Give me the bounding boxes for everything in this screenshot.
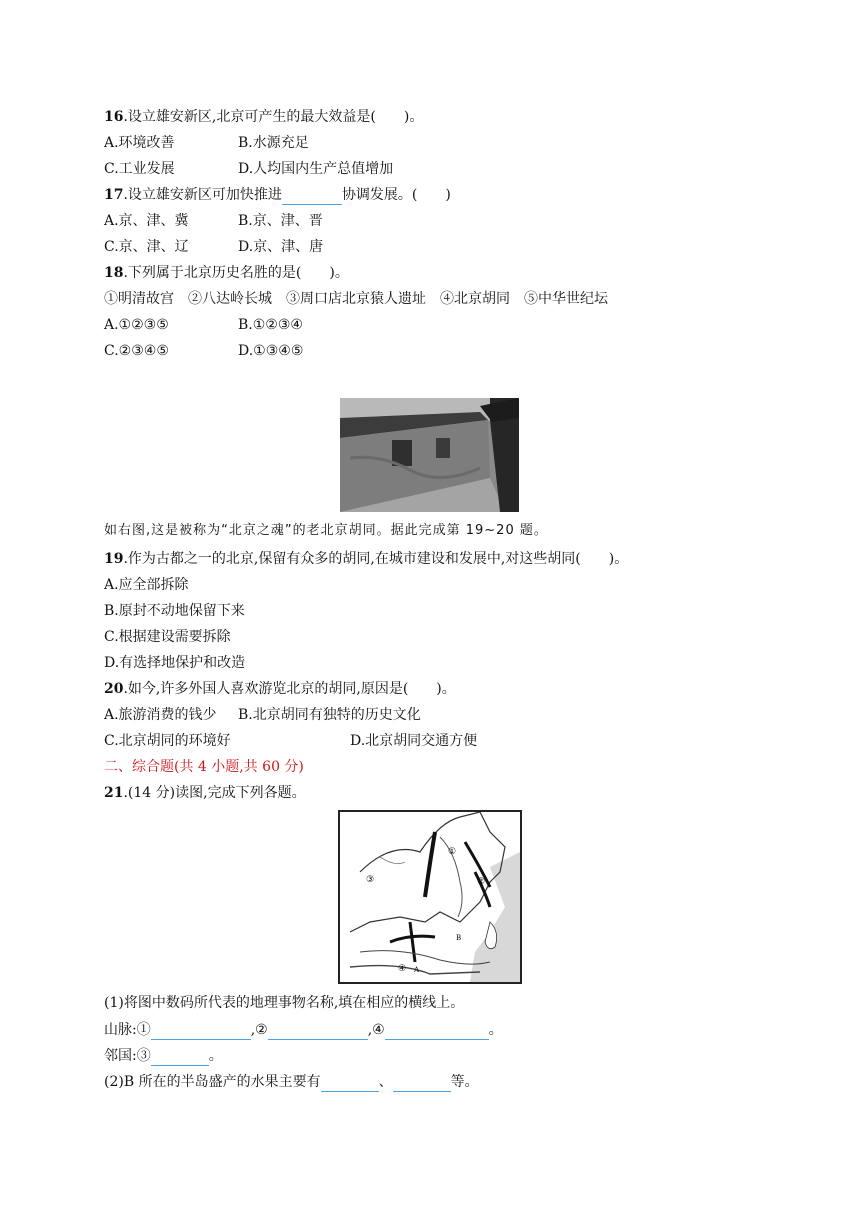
q16-option-b: B.水源充足 bbox=[238, 135, 309, 151]
question-18: 18.下列属于北京历史名胜的是( )。 bbox=[104, 265, 349, 281]
map-label-4: ④ bbox=[398, 964, 407, 974]
q18-option-b: B.①②③④ bbox=[238, 317, 303, 333]
question-20: 20.如今,许多外国人喜欢游览北京的胡同,原因是( )。 bbox=[104, 681, 456, 697]
question-17: 17.设立雄安新区可加快推进 协调发展。( ) bbox=[104, 187, 451, 203]
q18-option-a: A.①②③⑤ bbox=[104, 317, 169, 333]
map-label-a: A bbox=[414, 966, 420, 974]
map-label-b: B bbox=[456, 934, 462, 942]
q19-option-c: C.根据建设需要拆除 bbox=[104, 629, 231, 645]
q16-option-a: A.环境改善 bbox=[104, 135, 175, 151]
q20-options-row1 bbox=[104, 705, 421, 725]
q20-option-a: A.旅游消费的钱少 bbox=[104, 707, 217, 723]
question-21: 21.(14 分)读图,完成下列各题。 bbox=[104, 785, 306, 801]
q17-options-row1 bbox=[104, 211, 323, 231]
map-label-2: ② bbox=[477, 877, 486, 887]
hutong-photo-image bbox=[340, 398, 519, 512]
q21-part2: (2)B 所在的半岛盛产的水果主要有 、 等。 bbox=[104, 1074, 479, 1090]
map-label-3: ③ bbox=[366, 875, 375, 885]
northeast-china-map bbox=[338, 810, 522, 984]
question-19: 19.作为古都之一的北京,保留有众多的胡同,在城市建设和发展中,对这些胡同( )。 bbox=[104, 551, 629, 567]
q17-option-b: B.京、津、晋 bbox=[238, 213, 323, 229]
q18-items: ①明清故宫 ②八达岭长城 ③周口店北京猿人遗址 ④北京胡同 ⑤中华世纪坛 bbox=[104, 291, 608, 307]
q21-part1: (1)将图中数码所代表的地理事物名称,填在相应的横线上。 bbox=[104, 995, 465, 1011]
q18-options-row2 bbox=[104, 341, 303, 361]
q17-option-c: C.京、津、辽 bbox=[104, 239, 189, 255]
q17-blank[interactable] bbox=[282, 189, 342, 205]
neighbor-3-blank[interactable] bbox=[151, 1050, 209, 1066]
q19-option-a: A.应全部拆除 bbox=[104, 577, 189, 593]
q20-option-b: B.北京胡同有独特的历史文化 bbox=[238, 707, 421, 723]
map-drawing bbox=[340, 812, 520, 982]
hutong-photo bbox=[340, 398, 519, 512]
mountain-2-blank[interactable] bbox=[268, 1024, 368, 1040]
q18-options-row1 bbox=[104, 315, 303, 335]
q17-option-d: D.京、津、唐 bbox=[238, 239, 324, 255]
q20-option-c: C.北京胡同的环境好 bbox=[104, 733, 231, 749]
q16-options-row1 bbox=[104, 133, 309, 153]
q19-option-b: B.原封不动地保留下来 bbox=[104, 603, 245, 619]
q16-option-c: C.工业发展 bbox=[104, 161, 175, 177]
q21-neighbor: 邻国:③ 。 bbox=[104, 1048, 223, 1064]
question-16: 16.设立雄安新区,北京可产生的最大效益是( )。 bbox=[104, 109, 424, 125]
fruit-1-blank[interactable] bbox=[321, 1076, 379, 1092]
figure-caption: 如右图,这是被称为“北京之魂”的老北京胡同。据此完成第 19~20 题。 bbox=[104, 523, 548, 538]
q18-option-d: D.①③④⑤ bbox=[238, 343, 304, 359]
q20-options-row2 bbox=[104, 731, 477, 751]
q16-option-d: D.人均国内生产总值增加 bbox=[238, 161, 394, 177]
map-label-1: ① bbox=[448, 847, 457, 857]
q21-mountains: 山脉:① ,② ,④ 。 bbox=[104, 1022, 503, 1038]
q18-option-c: C.②③④⑤ bbox=[104, 343, 169, 359]
q20-option-d: D.北京胡同交通方便 bbox=[350, 733, 478, 749]
mountain-4-blank[interactable] bbox=[385, 1024, 489, 1040]
section-2-heading: 二、综合题(共 4 小题,共 60 分) bbox=[104, 759, 304, 775]
q17-option-a: A.京、津、冀 bbox=[104, 213, 189, 229]
q17-options-row2 bbox=[104, 237, 323, 257]
mountain-1-blank[interactable] bbox=[151, 1024, 251, 1040]
q16-options-row2 bbox=[104, 159, 393, 179]
q19-option-d: D.有选择地保护和改造 bbox=[104, 655, 246, 671]
fruit-2-blank[interactable] bbox=[393, 1076, 451, 1092]
